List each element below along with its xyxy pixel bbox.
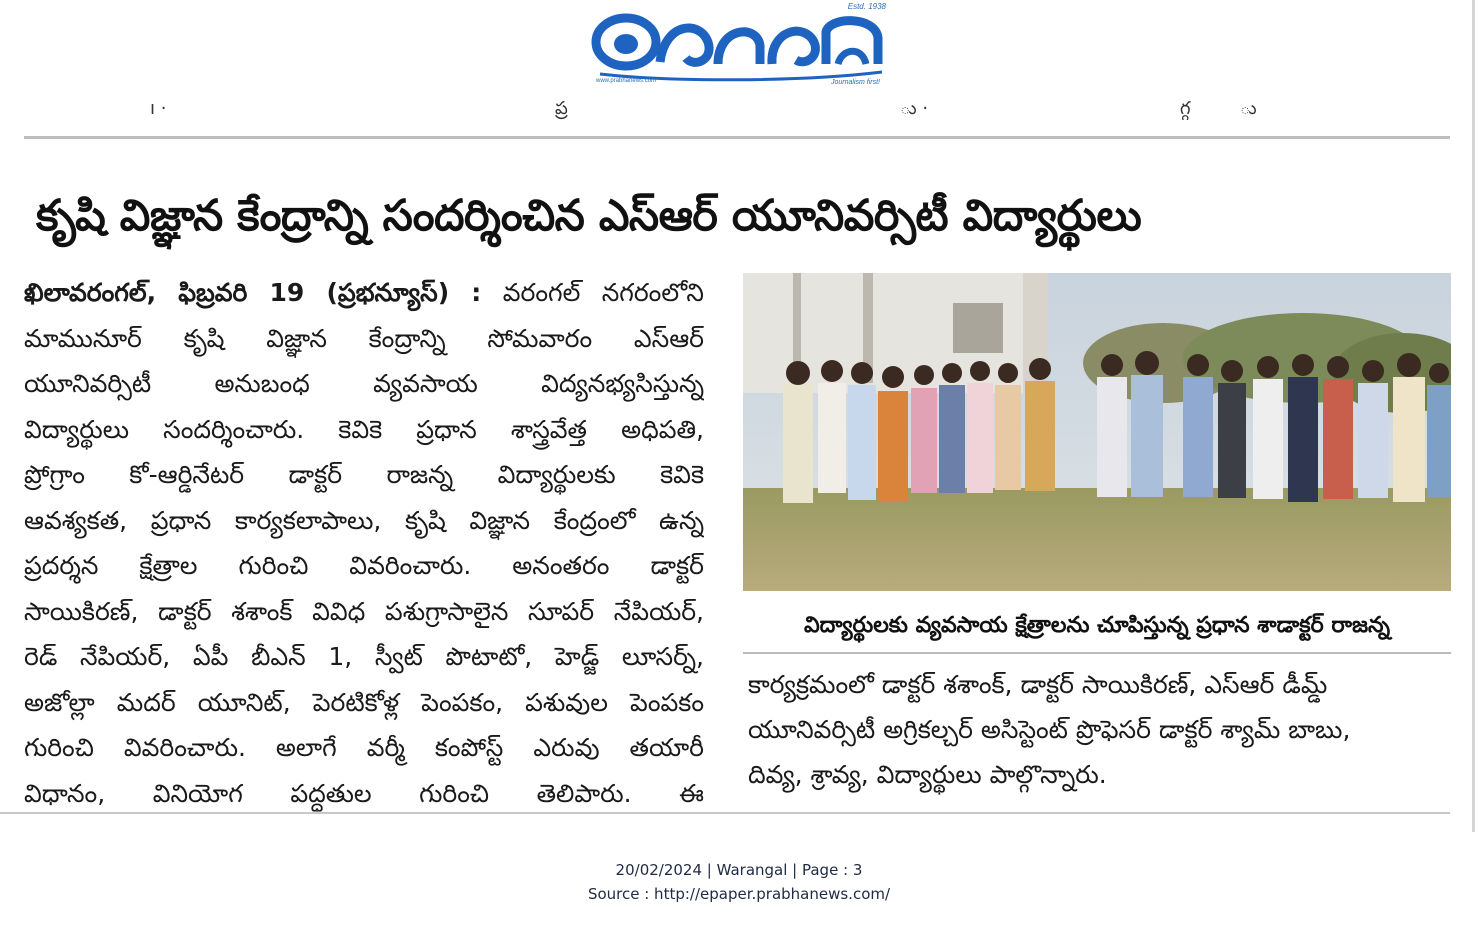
body-line-8: సాయికిరణ్, డాక్టర్ శశాంక్ వివిధ పశుగ్రాసాలైన సూపర్ నేపియర్, [24, 596, 704, 626]
article-dateline: ఖిలావరంగల్, ఫిబ్రవరి 19 (ప్రభన్యూస్) : [24, 278, 482, 307]
body-line-7: ప్రదర్శన క్షేత్రాల గురించి వివరించారు. అనంతరం డాక్టర్ [24, 551, 704, 580]
masthead-tagline: Journalism first! [830, 79, 880, 86]
body-line-1-text: వరంగల్ నగరంలోని [502, 278, 704, 307]
masthead-estd: Estd. 1938 [847, 2, 886, 11]
body-line-12: విధానం, వినియోగ పద్ధతుల గురించి తెలిపారు. ఈ [24, 778, 704, 808]
article-body-right [748, 662, 1436, 797]
article-photo [743, 273, 1451, 591]
page-footer [0, 858, 1478, 906]
top-divider [24, 136, 1450, 139]
article-body-left [24, 270, 704, 816]
bottom-divider [0, 812, 1450, 814]
newspaper-masthead [590, 2, 890, 90]
photo-caption: విద్యార్థులకు వ్యవసాయ క్షేత్రాలను చూపిస్తున్న ప్రధాన శాడాక్టర్ రాజన్న [803, 613, 1391, 638]
group-photo [743, 273, 1451, 591]
article-headline: కృషి విజ్ఞాన కేంద్రాన్ని సందర్శించిన ఎస్ఆర్ యూనివర్సిటీ విద్యార్థులు [36, 191, 1142, 241]
clipped-previous-article: ı · ప్ర ు · గ్గ ు [150, 98, 1257, 119]
right-line-2: యూనివర్సిటీ అగ్రికల్చర్ అసిస్టెంట్ ప్రొఫెసర్ డాక్టర్ శ్యామ్ బాబు, [748, 715, 1351, 744]
body-line-9: రెడ్ నేపియర్, ఏపీ బీఎన్ 1, స్వీట్ పొటాటో, హెడ్జ్ లూసర్న్, [24, 642, 704, 671]
body-line-3: యూనివర్సిటీ అనుబంధ వ్యవసాయ విద్యనభ్యసిస్తున్న [24, 369, 704, 398]
masthead-logo [590, 2, 890, 90]
body-line-11: గురించి వివరించారు. అలాగే వర్మీ కంపోస్ట్ ఎరువు తయారీ [24, 733, 704, 762]
body-line-5: ప్రోగ్రాం కో-ఆర్డినేటర్ డాక్టర్ రాజన్న విద్యార్థులకు కెవికె [24, 460, 704, 489]
body-line-10: అజోల్లా మదర్ యూనిట్, పెరటికోళ్ల పెంపకం, పశువుల పెంపకం [24, 687, 704, 717]
right-divider [1472, 0, 1475, 832]
body-line-4: విద్యార్థులు సందర్శించారు. కెవికె ప్రధాన శాస్త్రవేత్త అధిపతి, [24, 414, 704, 444]
body-line-6: ఆవశ్యకత, ప్రధాన కార్యకలాపాలు, కృషి విజ్ఞాన కేంద్రంలో ఉన్న [24, 505, 704, 535]
right-line-3: దివ్య, శ్రావ్య, విద్యార్థులు పాల్గొన్నారు. [748, 760, 1107, 789]
right-line-1: కార్యక్రమంలో డాక్టర్ శశాంక్, డాక్టర్ సాయికిరణ్, ఎస్ఆర్ డీమ్డ్ [748, 670, 1328, 699]
body-line-1 [24, 270, 704, 316]
footer-date-edition: 20/02/2024 | Warangal | Page : 3 [615, 861, 863, 879]
footer-source-link[interactable]: Source : http://epaper.prabhanews.com/ [587, 885, 891, 903]
caption-divider [743, 652, 1451, 654]
body-line-2: మామునూర్ కృషి విజ్ఞాన కేంద్రాన్ని సోమవారం ఎస్ఆర్ [24, 323, 704, 353]
masthead-website: www.prabhanews.com [596, 78, 657, 84]
